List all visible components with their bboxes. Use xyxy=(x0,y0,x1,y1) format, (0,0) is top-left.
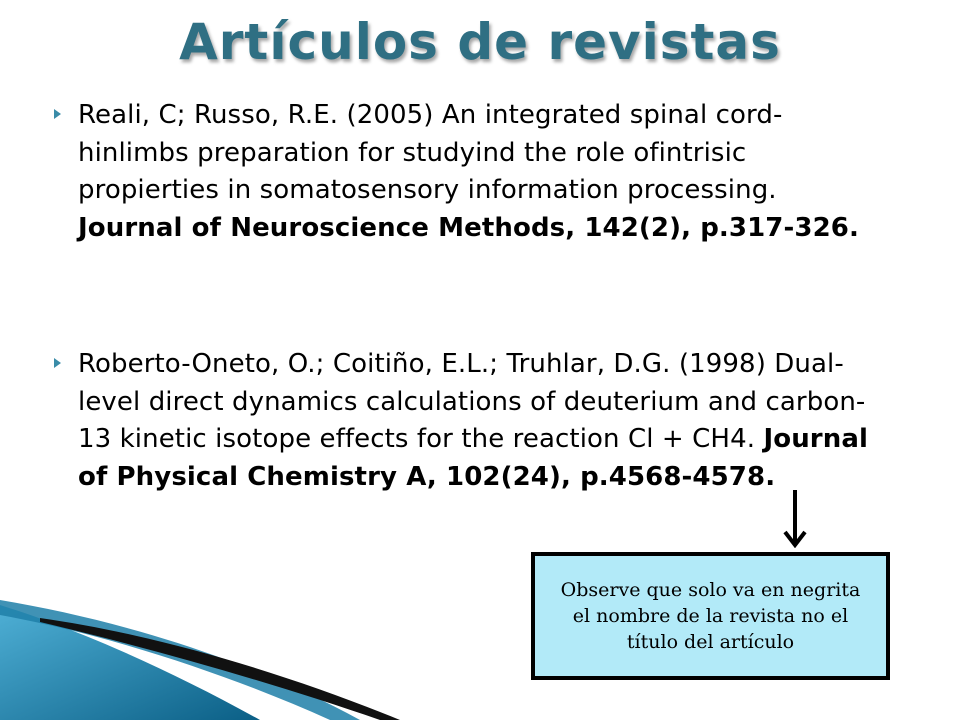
down-arrow-icon xyxy=(782,490,808,548)
reference-item xyxy=(54,346,884,496)
bullet-arrow-icon xyxy=(54,109,61,119)
reference-journal: Journal of Physical Chemistry A, 102(24), p.4568-4578. xyxy=(78,424,868,492)
reference-text xyxy=(78,97,884,247)
reference-authors-title: Roberto-Oneto, O.; Coitiño, E.L.; Truhlar, D.G. (1998) Dual-level direct dynamics calculations of deuterium and carbon-13 kinetic isotope effects for the reaction Cl + CH4. xyxy=(78,349,866,454)
decorative-swoosh xyxy=(0,560,400,720)
bullet-arrow-icon xyxy=(54,358,61,368)
reference-journal: Journal of Neuroscience Methods, 142(2), p.317-326. xyxy=(78,212,859,243)
reference-item xyxy=(54,97,884,247)
reference-text xyxy=(78,346,884,496)
reference-authors-title: Reali, C; Russo, R.E. (2005) An integrated spinal cord-hinlimbs preparation for studyind the role ofintrisic propierties in somatosensory information processing. xyxy=(78,100,783,205)
slide-title: Artículos de revistas xyxy=(179,13,781,71)
note-callout xyxy=(531,552,890,680)
note-text: Observe que solo va en negrita el nombre de la revista no el título del artículo xyxy=(560,579,861,653)
